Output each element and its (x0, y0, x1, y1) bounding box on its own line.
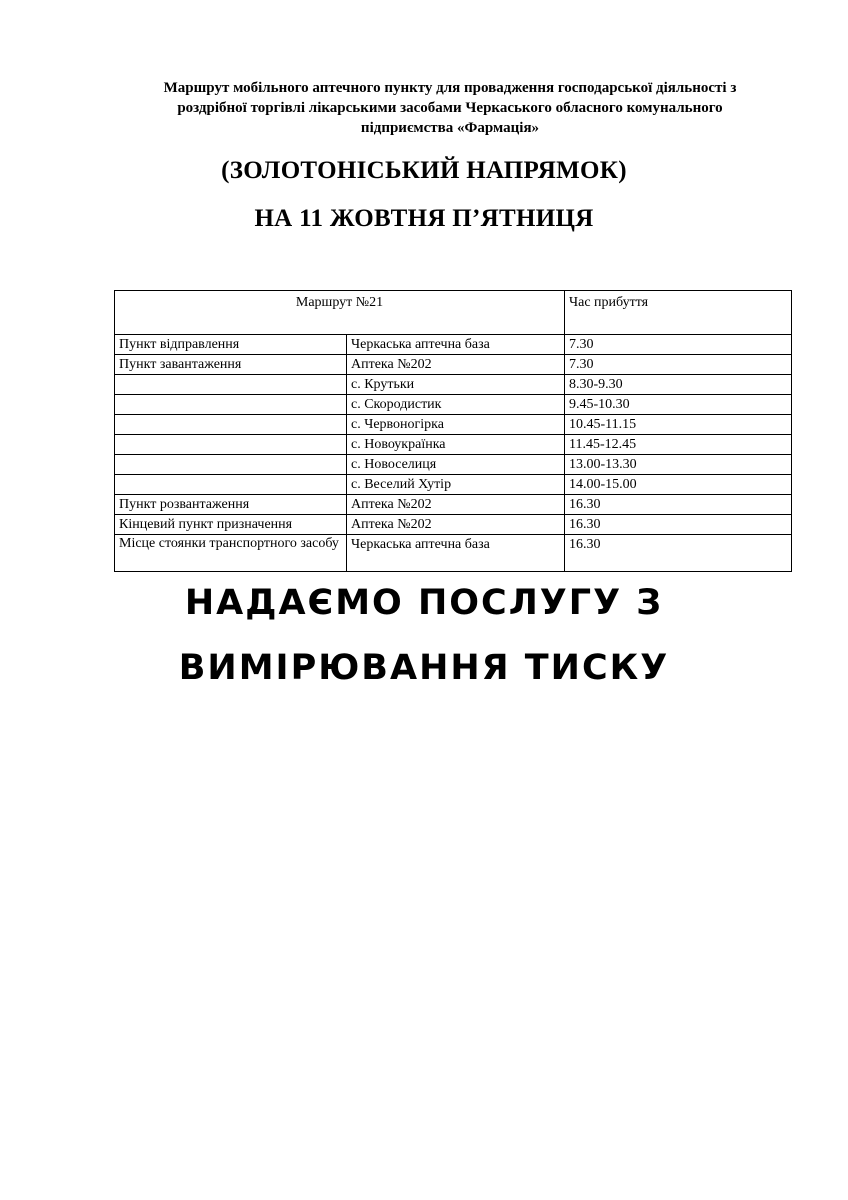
row-label (115, 475, 347, 495)
row-label (115, 435, 347, 455)
row-label (115, 395, 347, 415)
intro-line-1: Маршрут мобільного аптечного пункту для провадження господарської діяльності з (163, 80, 737, 96)
table-row (115, 435, 792, 455)
row-place: Аптека №202 (347, 515, 565, 535)
row-label (115, 455, 347, 475)
row-time: 16.30 (565, 515, 792, 535)
row-label (115, 375, 347, 395)
row-place: с. Крутьки (347, 375, 565, 395)
row-time: 13.00-13.30 (565, 455, 792, 475)
table-row (115, 495, 792, 515)
table-row (115, 515, 792, 535)
service-notice-line-1: НАДАЄМО ПОСЛУГУ З (184, 583, 664, 623)
row-label: Пункт завантаження (115, 355, 347, 375)
row-place: с. Новоукраїнка (347, 435, 565, 455)
row-time: 11.45-12.45 (565, 435, 792, 455)
table-row (115, 535, 792, 572)
table-row (115, 415, 792, 435)
row-label (115, 415, 347, 435)
date-heading: НА 11 ЖОВТНЯ П’ЯТНИЦЯ (254, 205, 594, 232)
row-place: с. Новоселиця (347, 455, 565, 475)
table-row (115, 455, 792, 475)
row-time: 16.30 (565, 535, 792, 572)
table-row (115, 355, 792, 375)
row-time: 7.30 (565, 355, 792, 375)
document-intro (110, 78, 790, 138)
service-notice-line-2: ВИМІРЮВАННЯ ТИСКУ (178, 648, 670, 688)
row-time: 14.00-15.00 (565, 475, 792, 495)
row-time: 9.45-10.30 (565, 395, 792, 415)
arrival-time-header: Час прибуття (565, 291, 792, 335)
intro-line-3: підприємства «Фармація» (360, 120, 540, 136)
route-table (114, 290, 792, 572)
row-label: Пункт розвантаження (115, 495, 347, 515)
row-place: с. Червоногірка (347, 415, 565, 435)
table-header-row (115, 291, 792, 335)
row-label: Кінцевий пункт призначення (115, 515, 347, 535)
row-time: 7.30 (565, 335, 792, 355)
table-row (115, 395, 792, 415)
row-time: 16.30 (565, 495, 792, 515)
row-place: с. Скородистик (347, 395, 565, 415)
row-place: Аптека №202 (347, 495, 565, 515)
intro-line-2: роздрібної торгівлі лікарськими засобами Черкаського обласного комунального (177, 100, 723, 116)
table-row (115, 375, 792, 395)
table-row (115, 475, 792, 495)
row-place: Черкаська аптечна база (347, 535, 565, 572)
row-time: 10.45-11.15 (565, 415, 792, 435)
route-number-header: Маршрут №21 (115, 291, 565, 335)
row-label: Пункт відправлення (115, 335, 347, 355)
row-label: Місце стоянки транспортного засобу (115, 535, 347, 572)
table-row (115, 335, 792, 355)
row-place: Черкаська аптечна база (347, 335, 565, 355)
row-time: 8.30-9.30 (565, 375, 792, 395)
row-place: с. Веселий Хутір (347, 475, 565, 495)
row-place: Аптека №202 (347, 355, 565, 375)
direction-heading: (ЗОЛОТОНІСЬКИЙ НАПРЯМОК) (221, 157, 627, 184)
